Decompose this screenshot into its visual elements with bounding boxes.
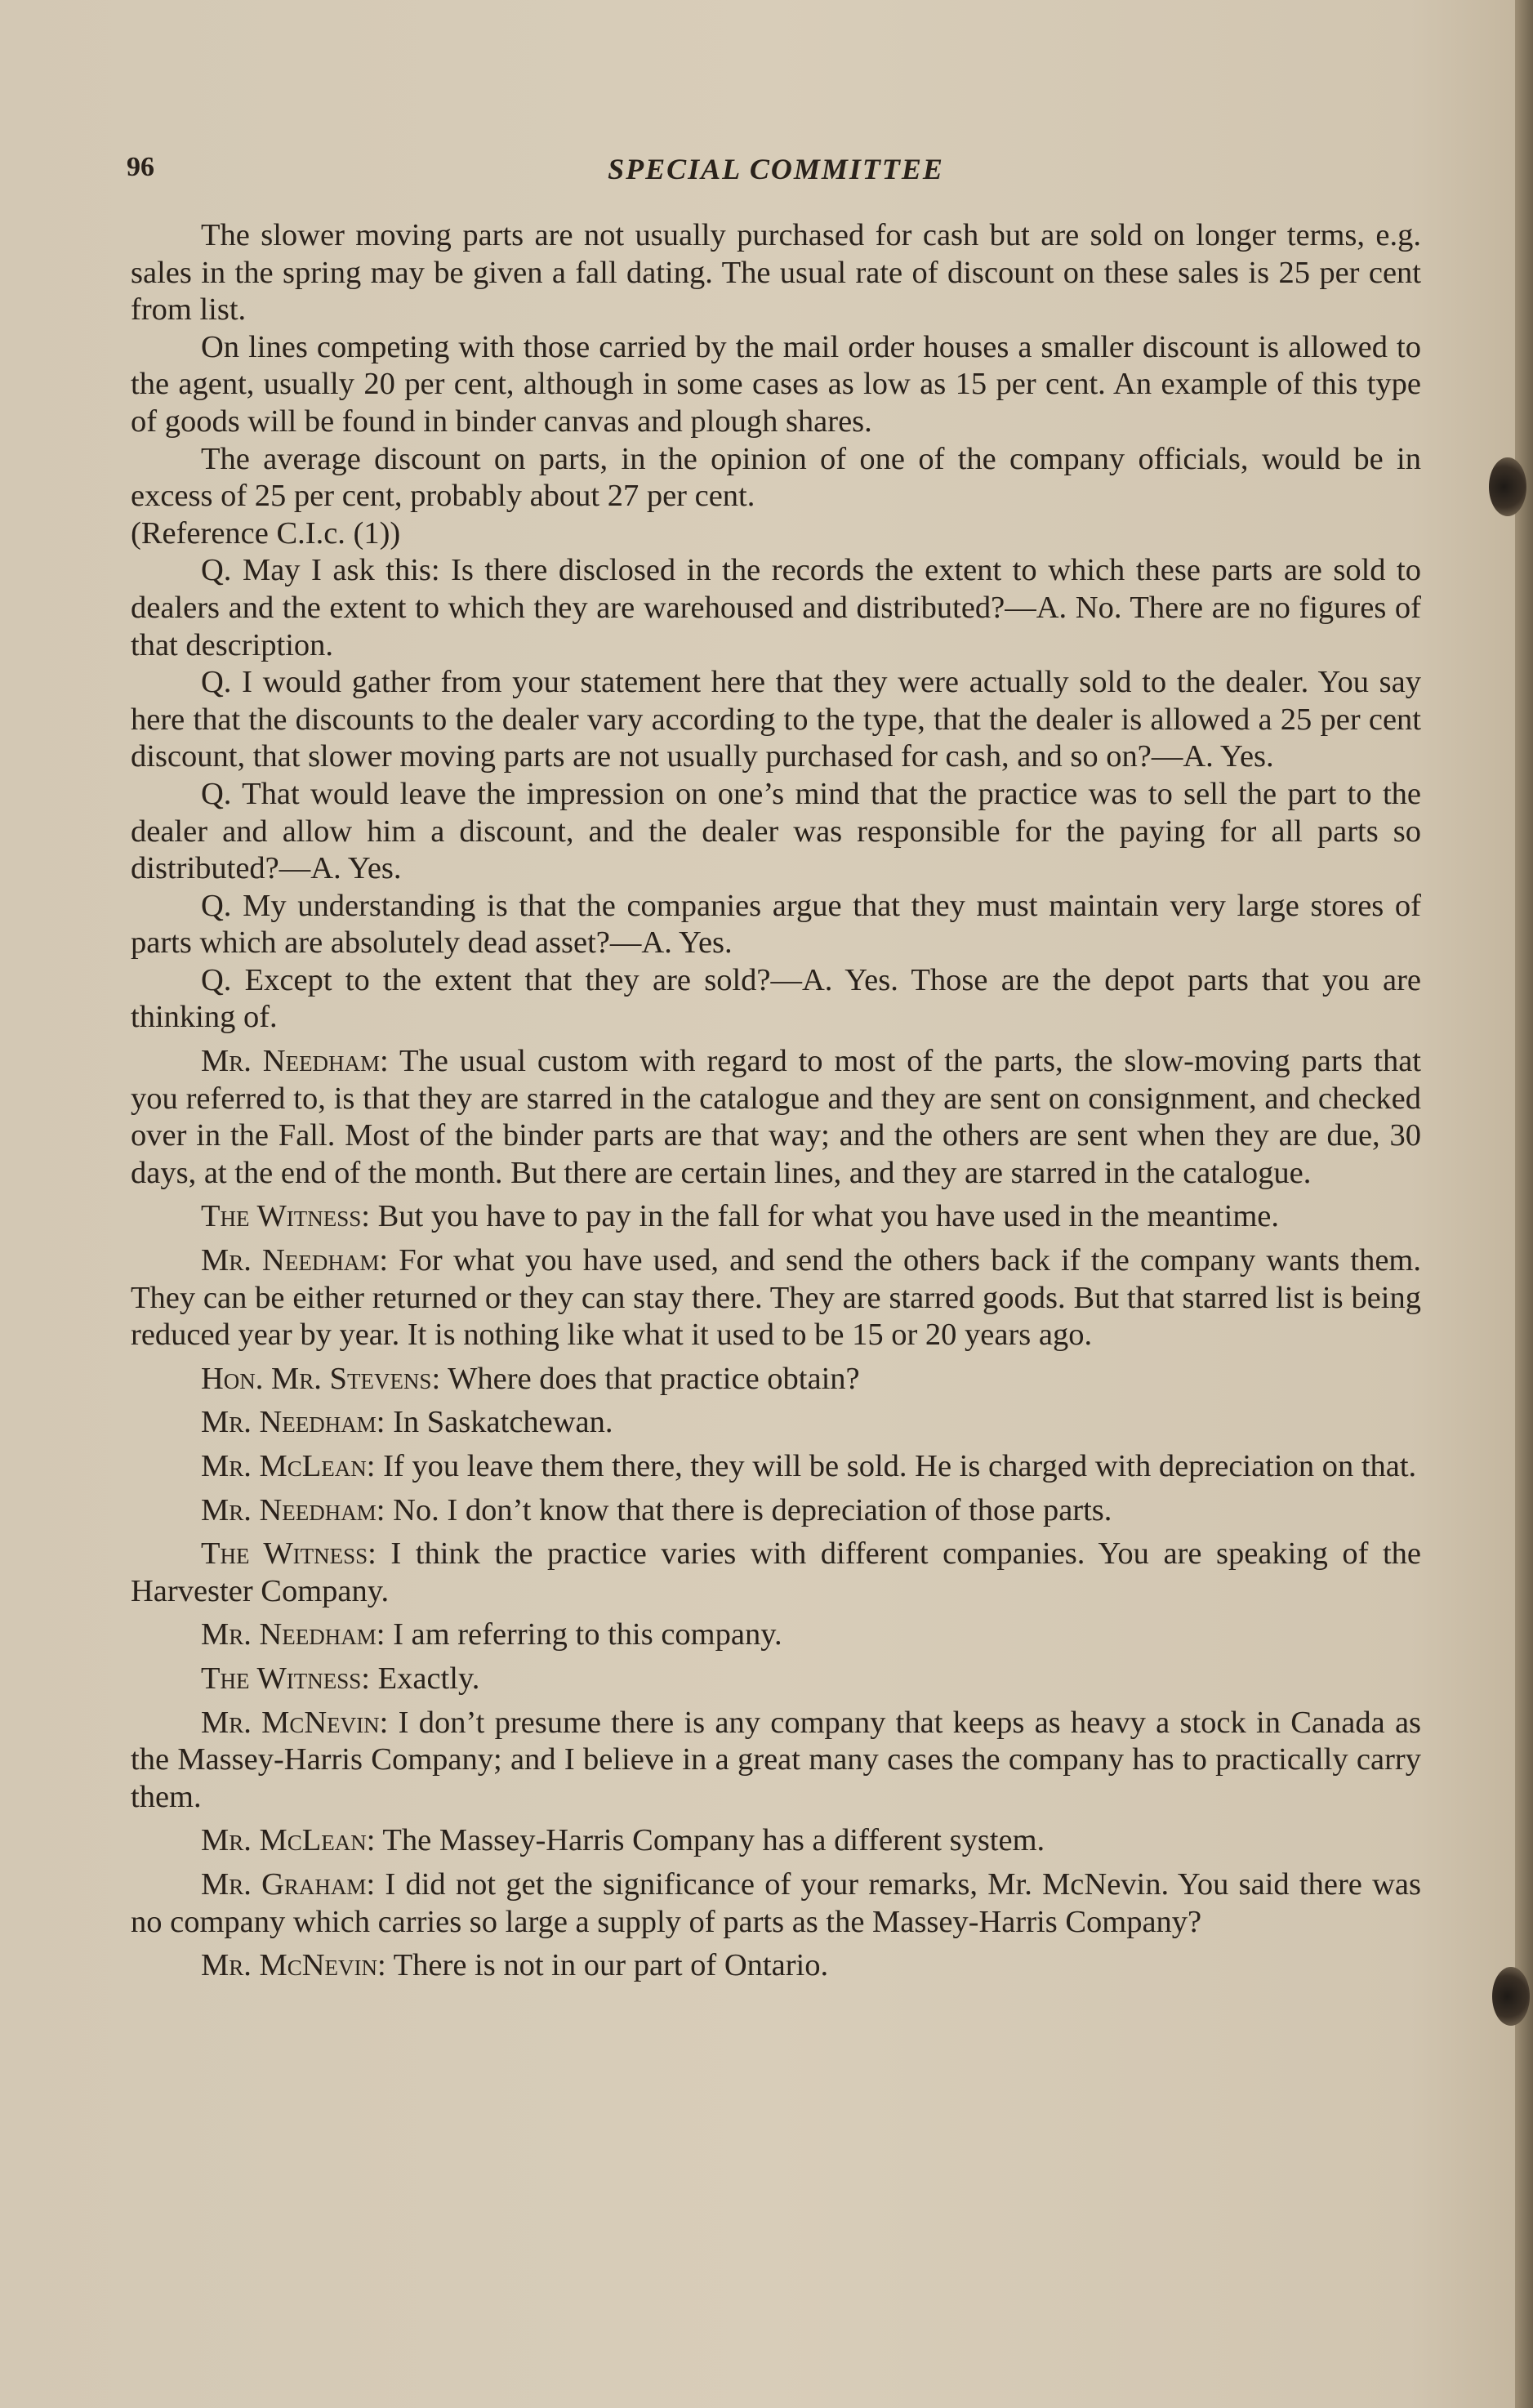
speaker-name: Mr. Needham: [201,1405,385,1440]
question-paragraph [131,664,1421,776]
question-paragraph [131,888,1421,962]
paragraph-text: In Saskatchewan. [393,1405,613,1440]
speaker-name: Mr. McLean: [201,1449,376,1483]
speaker-paragraph [131,1822,1421,1860]
speaker-name: The Witness: [201,1536,377,1572]
paragraph-text: Where does that practice obtain? [448,1361,860,1396]
paragraph-text: There is not in our part of Ontario. [393,1948,829,1983]
speaker-name: Mr. McNevin: [201,1948,386,1983]
paragraph-text: Q. That would leave the impression on one’s mind that the practice was to sell the part to the dealer and allow him a discount, and the dealer was responsible for the paying for all parts so distributed?—A. Yes. [131,776,1421,886]
page-number: 96 [127,152,154,182]
paragraph-text: But you have to pay in the fall for what you have used in the meantime. [377,1199,1279,1234]
speaker-name: Mr. Graham: [201,1866,376,1902]
speaker-name: Mr. Needham: [201,1243,389,1278]
speaker-name: The Witness: [201,1199,370,1234]
paragraph-text: Q. May I ask this: Is there disclosed in the records the extent to which these parts are sold to dealers and the extent to which they are warehoused and distributed?—A. No. There are no figures of that description. [131,553,1421,662]
body-text [131,217,1421,1985]
paragraph [131,441,1421,515]
paragraph-text: The Massey-Harris Company has a different system. [382,1823,1045,1858]
paragraph-text: Q. My understanding is that the companies argue that they must maintain very large stores of parts which are absolutely dead asset?—A. Yes. [131,888,1421,961]
paragraph-text: The average discount on parts, in the opinion of one of the company officials, would be in excess of 25 per cent, probably about 27 per cent. [131,441,1421,514]
speaker-paragraph [131,1361,1421,1398]
paragraph-text: If you leave them there, they will be sold. He is charged with depreciation on that. [383,1449,1417,1483]
binder-hole [1489,457,1526,516]
speaker-paragraph [131,1492,1421,1530]
paragraph-text: I did not get the significance of your remarks, Mr. McNevin. You said there was no company which carries so large a supply of parts as the Massey-Harris Company? [131,1866,1421,1939]
paragraph-text: I don’t presume there is any company that keeps as heavy a stock in Canada as the Massey-Harris Company; and I believe in a great many cases the company has to practically carry them. [131,1705,1422,1814]
speaker-name: Mr. Needham: [201,1492,385,1527]
paragraph-text: Q. I would gather from your statement here that they were actually sold to the dealer. You say here that the discounts to the dealer vary according to the type, that the dealer is allowed a 25 per cent discount, that slower moving parts are not usually purchased for cash, and so on?—A. Yes. [131,665,1421,774]
paragraph-text: The slower moving parts are not usually purchased for cash but are sold on longer terms, e.g. sales in the spring may be given a fall dating. The usual rate of discount on these sales is 25 per cent from list. [131,218,1421,328]
speaker-paragraph [131,1705,1421,1817]
speaker-name: Mr. McLean: [201,1823,376,1858]
paragraph [131,329,1421,441]
page-edge [1515,0,1533,2408]
paragraph-text: Q. Except to the extent that they are sold?—A. Yes. Those are the depot parts that you are thinking of. [131,962,1421,1035]
page-header [127,152,1425,191]
speaker-name: The Witness: [201,1661,370,1696]
reference-line [131,515,1421,553]
paragraph-text: (Reference C.I.c. (1)) [131,515,401,551]
speaker-paragraph [131,1043,1421,1192]
paragraph-text: I am referring to this company. [393,1617,782,1652]
paragraph-text: For what you have used, and send the others back if the company wants them. They can be either returned or they can stay there. They are starred goods. But that starred list is being reduced year by year. It is nothing like what it used to be 15 or 20 years ago. [131,1243,1422,1353]
paragraph [131,217,1421,329]
question-paragraph [131,962,1421,1037]
question-paragraph [131,776,1421,888]
speaker-paragraph [131,1198,1421,1236]
speaker-paragraph [131,1866,1421,1941]
speaker-paragraph [131,1947,1421,1985]
running-title: SPECIAL COMMITTEE [608,153,944,185]
speaker-paragraph [131,1448,1421,1486]
speaker-name: Hon. Mr. Stevens: [201,1361,441,1396]
speaker-name: Mr. Needham: [201,1044,389,1079]
question-paragraph [131,552,1421,664]
speaker-name: Mr. McNevin: [201,1705,389,1740]
speaker-paragraph [131,1536,1421,1610]
speaker-paragraph [131,1404,1421,1442]
binder-hole [1492,1967,1530,2026]
paragraph-text: Exactly. [377,1661,480,1696]
paragraph-text: The usual custom with regard to most of the parts, the slow-moving parts that you referred to, is that they are starred in the catalogue and they are sent on consignment, and checked over in the Fall. Most of the binder parts are that way; and the others are sent when they are due, 30 days, at the end of the month. But there are certain lines, and they are starred in the catalogue. [131,1044,1422,1190]
speaker-paragraph [131,1616,1421,1654]
paragraph-text: No. I don’t know that there is depreciation of those parts. [393,1492,1112,1527]
speaker-name: Mr. Needham: [201,1617,385,1652]
paragraph-text: I think the practice varies with different companies. You are speaking of the Harvester Company. [131,1536,1421,1608]
paragraph-text: On lines competing with those carried by the mail order houses a smaller discount is allowed to the agent, usually 20 per cent, although in some cases as low as 15 per cent. An example of this type of goods will be found in binder canvas and plough shares. [131,329,1421,439]
speaker-paragraph [131,1242,1421,1354]
speaker-paragraph [131,1661,1421,1698]
